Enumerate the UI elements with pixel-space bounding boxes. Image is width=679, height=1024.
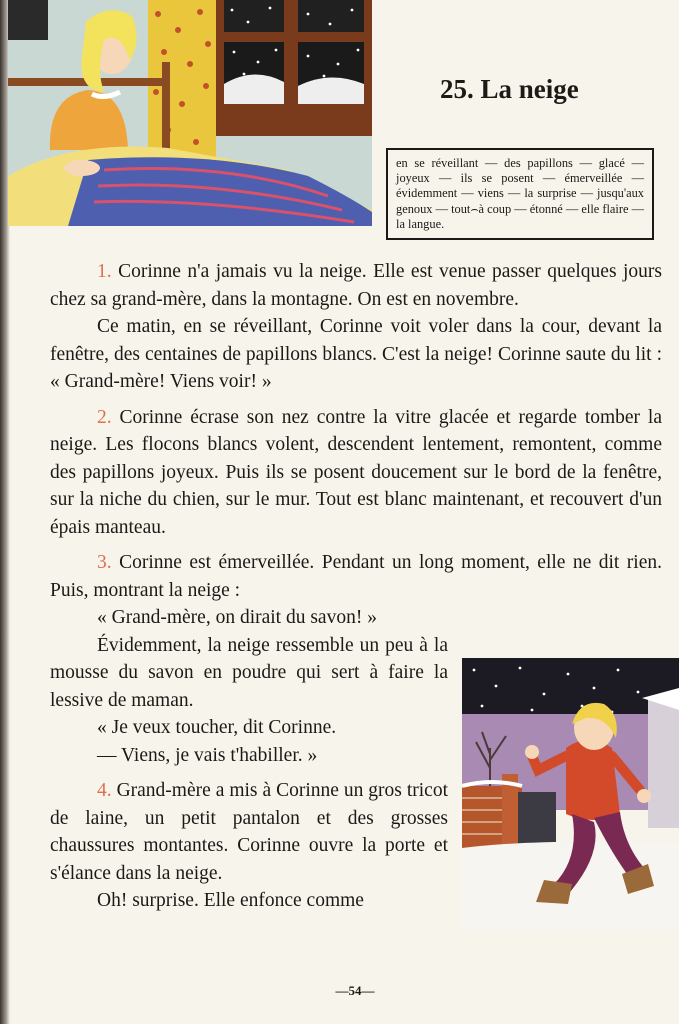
paragraph-number: 1. <box>97 261 112 282</box>
paragraph-number: 3. <box>97 552 112 573</box>
girl-in-bed-illustration <box>8 0 372 226</box>
vocabulary-box: en se réveillant — des papillons — glacé — joyeux — ils se posent — émerveillée — évidemment — viens — la surprise — jusqu'aux genoux — tout⌢à coup — étonné — elle flaire — la langue. <box>386 148 654 240</box>
girl-in-snow-illustration <box>462 658 679 930</box>
paragraph-text: Grand-mère a mis à Corinne un gros tricot de laine, un petit pantalon et des grosses chaussures montantes. Corinne ouvre la porte et s'élance dans la neige. <box>50 780 448 884</box>
dialogue-line: « Grand-mère, on dirait du savon! » <box>97 607 377 628</box>
narrow-column <box>50 604 448 915</box>
dialogue-line: « Je veux toucher, dit Corinne. <box>97 717 337 738</box>
dialogue-line: — Viens, je vais t'habiller. » <box>97 744 318 766</box>
paragraph-number: 2. <box>97 406 112 428</box>
paragraph-3 <box>50 549 662 604</box>
paragraph-1 <box>50 258 662 313</box>
paragraph-text: Corinne écrase son nez contre la vitre glacée et regarde tomber la neige. Les flocons blancs volent, descendent lentement, remontent, comme des papillons joyeux. Puis ils se posent doucement sur le bord de la fenêtre, sur la niche du chien, sur le mur. Tout est blanc maintenant, et recouvert d'un épais manteau. <box>50 406 663 538</box>
paragraph-text: Ce matin, en se réveillant, Corinne voit voler dans la cour, devant la fenêtre, des centaines de papillons blancs. C'est la neige! Corinne saute du lit : « Grand-mère! Viens voir! » <box>50 316 662 392</box>
paragraph-1b <box>50 313 662 396</box>
paragraph-2 <box>50 404 662 542</box>
last-line: Oh! surprise. Elle enfonce comme <box>97 890 364 911</box>
paragraph-text: Corinne est émerveillée. Pendant un long moment, elle ne dit rien. Puis, montrant la neige : <box>50 552 662 601</box>
lesson-title: 25. La neige <box>440 74 579 104</box>
page-number: —54— <box>335 983 375 998</box>
paragraph-text: Corinne n'a jamais vu la neige. Elle est venue passer quelques jours chez sa grand-mère, dans la montagne. On est en novembre. <box>50 261 662 310</box>
paragraph-number: 4. <box>97 780 112 801</box>
paragraph-4 <box>50 777 448 887</box>
narration-line: Évidemment, la neige ressemble un peu à la mousse du savon en poudre qui sert à faire la lessive de maman. <box>50 634 448 711</box>
